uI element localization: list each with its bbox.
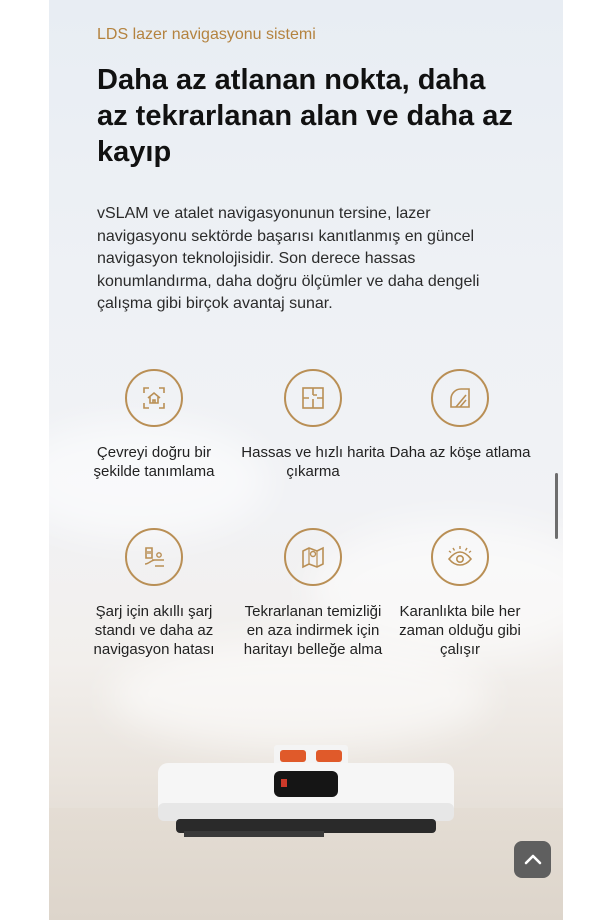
feature-icon-circle bbox=[125, 369, 183, 427]
feature-label: Karanlıkta bile her zaman olduğu gibi çalışır bbox=[399, 603, 521, 658]
feature-item bbox=[385, 528, 535, 659]
section-body: vSLAM ve atalet navigasyonunun tersine, lazer navigasyonu sektörde başarısı kanıtlanmış en güncel navigasyon teknolojisidir. Son derece hassas konumlandırma, daha doğru ölçümler ve daha dengeli çalışma gibi birçok avantaj sunar. bbox=[97, 205, 480, 312]
feature-item bbox=[79, 528, 229, 659]
feature-label: Daha az köşe atlama bbox=[389, 444, 531, 461]
eye-icon bbox=[445, 542, 475, 572]
feature-icon-circle bbox=[284, 369, 342, 427]
corner-icon bbox=[445, 383, 475, 413]
feature-item bbox=[385, 369, 535, 462]
scroll-to-top-button[interactable] bbox=[514, 841, 551, 878]
feature-icon-circle bbox=[431, 528, 489, 586]
feature-item bbox=[238, 528, 388, 659]
robot-vacuum-image bbox=[156, 745, 456, 845]
feature-label: Tekrarlanan temizliği en aza indirmek için haritayı belleğe alma bbox=[243, 603, 383, 658]
floorplan-icon bbox=[298, 383, 328, 413]
feature-icon-circle bbox=[284, 528, 342, 586]
home-scan-icon bbox=[139, 383, 169, 413]
scrollbar-thumb[interactable] bbox=[555, 473, 558, 539]
product-section bbox=[49, 0, 563, 920]
feature-item bbox=[238, 369, 388, 481]
feature-item bbox=[79, 369, 229, 481]
feature-label: Çevreyi doğru bir şekilde tanımlama bbox=[93, 444, 215, 480]
section-headline: Daha az atlanan nokta, daha az tekrarlanan alan ve daha az kayıp bbox=[97, 64, 513, 168]
feature-label: Şarj için akıllı şarj standı ve daha az navigasyon hatası bbox=[93, 603, 215, 658]
feature-icon-circle bbox=[431, 369, 489, 427]
section-kicker: LDS lazer navigasyonu sistemi bbox=[97, 26, 316, 43]
feature-label: Hassas ve hızlı harita çıkarma bbox=[241, 444, 385, 480]
chevron-up-icon bbox=[523, 850, 543, 870]
map-pin-icon bbox=[298, 542, 328, 572]
charging-dock-icon bbox=[139, 542, 169, 572]
feature-icon-circle bbox=[125, 528, 183, 586]
